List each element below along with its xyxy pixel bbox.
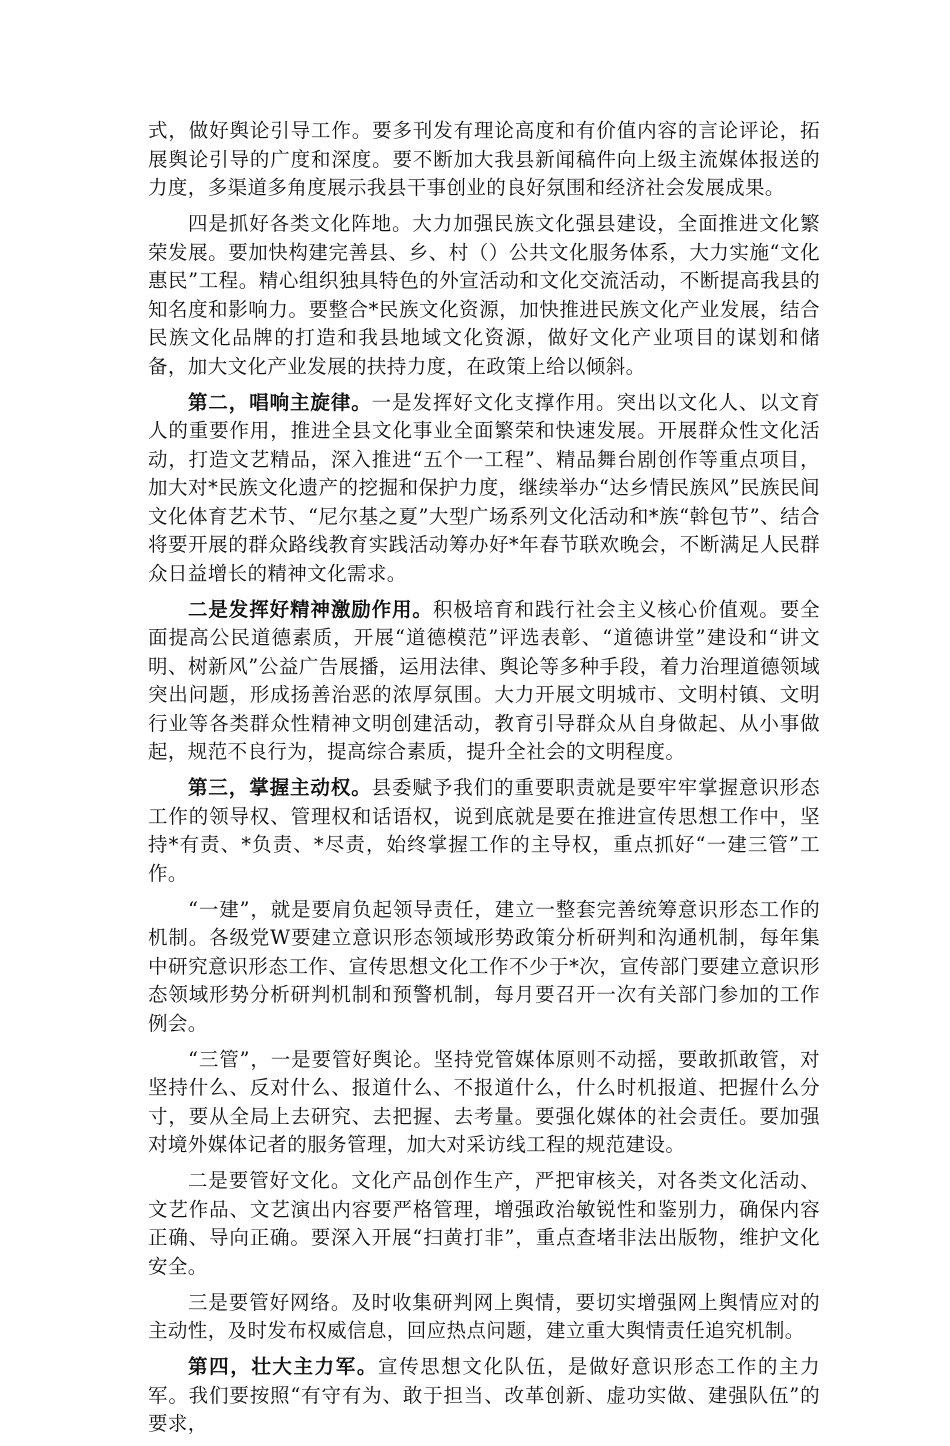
paragraph-text: 积极培育和践行社会主义核心价值观。要全面提高公民道德素质，开展“道德模范”评选表彰、“道德讲堂”建设和“讲文明、树新风”公益广告展播，运用法律、舆论等多种手段，着力治理道德领域突出问题，形成扬善治恶的浓厚氛围。大力开展文明城市、文明村镇、文明行业等各类群众性精神文明创建活动，教育引导群众从自身做起、从小事做起，规范不良行为，提高综合素质，提升全社会的文明程度。 (148, 597, 820, 763)
paragraph-text: 二是要管好文化。文化产品创作生产，严把审核关，对各类文化活动、文艺作品、文艺演出内容要严格管理，增强政治敏锐性和鉴别力，确保内容正确、导向正确。要深入开展“扫黄打非”，重点查堵非法出版物，维护文化安全。 (148, 1169, 820, 1278)
paragraph-7 (148, 1046, 820, 1160)
paragraph-3 (148, 389, 820, 589)
paragraph-9 (148, 1289, 820, 1346)
paragraph-text: 县委赋予我们的重要职责就是要牢牢掌握意识形态工作的领导权、管理权和话语权，说到底就是要在推进宣传思想工作中，坚持*有责、*负责、*尽责，始终掌握工作的主导权，重点抓好“一建三管”工作。 (148, 776, 820, 885)
paragraph-2 (148, 210, 820, 381)
paragraph-4 (148, 596, 820, 767)
paragraph-8 (148, 1167, 820, 1281)
document-body (148, 117, 820, 1446)
paragraph-text: 宣传思想文化队伍，是做好意识形态工作的主力军。我们要按照“有守有为、敢于担当、改革创新、虚功实做、建强队伍”的要求， (148, 1355, 820, 1435)
paragraph-6 (148, 896, 820, 1039)
paragraph-text: 三是要管好网络。及时收集研判网上舆情，要切实增强网上舆情应对的主动性，及时发布权威信息，回应热点问题，建立重大舆情责任追究机制。 (148, 1290, 820, 1342)
paragraph-text: “一建”，就是要肩负起领导责任，建立一整套完善统筹意识形态工作的机制。各级党W要建立意识形态领域形势政策分析研判和沟通机制，每年集中研究意识形态工作、宣传思想文化工作不少于*次，宣传部门要建立意识形态领域形势分析研判机制和预警机制，每月要召开一次有关部门参加的工作例会。 (148, 897, 820, 1035)
paragraph-lead: 第四，壮大主力军。 (188, 1355, 378, 1378)
paragraph-text: 式，做好舆论引导工作。要多刊发有理论高度和有价值内容的言论评论，拓展舆论引导的广度和深度。要不断加大我县新闻稿件向上级主流媒体报送的力度，多渠道多角度展示我县干事创业的良好氛围和经济社会发展成果。 (148, 119, 820, 199)
paragraph-10 (148, 1353, 820, 1439)
paragraph-text: 一是发挥好文化支撑作用。突出以文化人、以文育人的重要作用，推进全县文化事业全面繁荣和快速发展。开展群众性文化活动，打造文艺精品，深入推进“五个一工程”、精品舞台剧创作等重点项目，加大对*民族文化遗产的挖掘和保护力度，继续举办“达乡情民族风”民族民间文化体育艺术节、“尼尔基之夏”大型广场系列文化活动和*族“斡包节”、结合将要开展的群众路线教育实践活动筹办好*年春节联欢晚会，不断满足人民群众日益增长的精神文化需求。 (148, 390, 820, 585)
paragraph-lead: 第三，掌握主动权。 (188, 776, 372, 799)
paragraph-1 (148, 117, 820, 203)
paragraph-text: “三管”，一是要管好舆论。坚持党管媒体原则不动摇，要敢抓敢管，对坚持什么、反对什么、报道什么、不报道什么，什么时机报道、把握什么分寸，要从全局上去研究、去把握、去考量。要强化媒体的社会责任。要加强对境外媒体记者的服务管理，加大对采访线工程的规范建设。 (148, 1047, 820, 1156)
paragraph-lead: 二是发挥好精神激励作用。 (188, 597, 433, 621)
paragraph-text: 四是抓好各类文化阵地。大力加强民族文化强县建设，全面推进文化繁荣发展。要加快构建完善县、乡、村（）公共文化服务体系，大力实施“文化惠民”工程。精心组织独具特色的外宣活动和文化交流活动，不断提高我县的知名度和影响力。要整合*民族文化资源，加快推进民族文化产业发展，结合民族文化品牌的打造和我县地域文化资源，做好文化产业项目的谋划和储备，加大文化产业发展的扶持力度，在政策上给以倾斜。 (148, 212, 820, 378)
paragraph-5 (148, 774, 820, 888)
paragraph-lead: 第二，唱响主旋律。 (188, 390, 372, 414)
